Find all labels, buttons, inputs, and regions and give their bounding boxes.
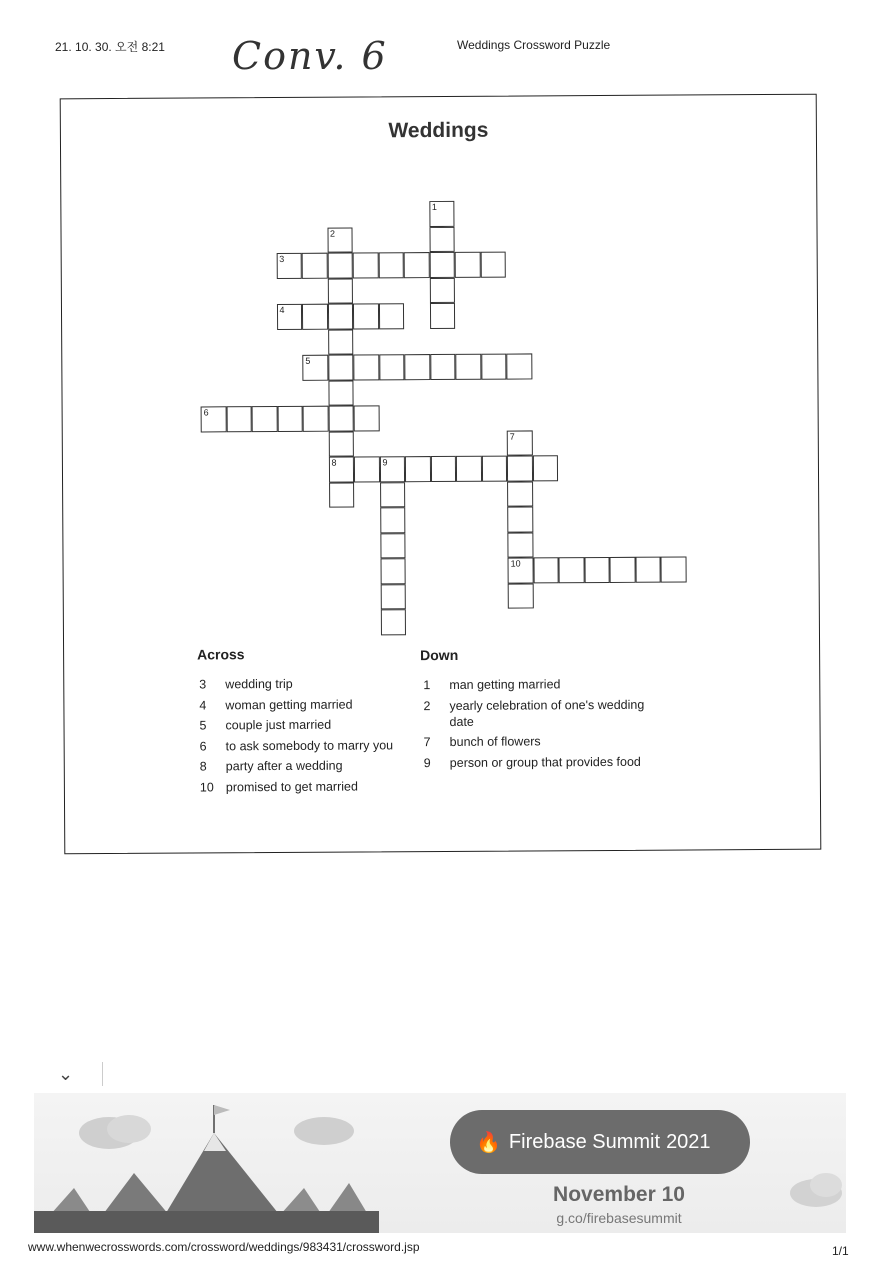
grid-cell[interactable] — [353, 303, 379, 329]
grid-cell[interactable] — [328, 380, 354, 406]
grid-cell[interactable] — [455, 354, 481, 380]
down-clue — [424, 733, 664, 750]
across-clue-list — [199, 675, 400, 799]
grid-cell[interactable] — [328, 329, 354, 355]
grid-cell[interactable] — [327, 227, 353, 253]
grid-cell[interactable] — [429, 252, 455, 278]
grid-cell[interactable] — [380, 533, 406, 559]
clue-text: wedding trip — [225, 676, 293, 692]
clue-num: 5 — [199, 718, 207, 733]
grid-cell[interactable] — [302, 355, 328, 381]
grid-cell[interactable] — [405, 456, 431, 482]
grid-cell[interactable] — [507, 455, 533, 481]
grid-cell[interactable] — [379, 354, 405, 380]
grid-cell[interactable] — [329, 482, 355, 508]
across-clue — [200, 757, 400, 774]
grid-cell[interactable] — [507, 506, 533, 532]
footer-url: www.whenwecrosswords.com/crossword/weddings/983431/crossword.jsp — [28, 1240, 420, 1254]
grid-cell[interactable] — [430, 354, 456, 380]
clue-text: yearly celebration of one's wedding date — [449, 697, 645, 729]
grid-cell[interactable] — [532, 455, 558, 481]
clue-number: 7 — [509, 431, 515, 442]
page-number: 1/1 — [832, 1244, 849, 1258]
ad-banner[interactable] — [34, 1093, 846, 1233]
grid-cell[interactable] — [303, 406, 329, 432]
brand-name: Firebase Summit — [508, 1130, 661, 1153]
clue-text: to ask somebody to marry you — [225, 737, 394, 753]
across-clue — [199, 716, 399, 733]
grid-cell[interactable] — [456, 456, 482, 482]
clue-text: couple just married — [225, 717, 332, 733]
clue-number: 8 — [331, 457, 337, 468]
grid-cell[interactable] — [507, 430, 533, 456]
grid-cell[interactable] — [507, 481, 533, 507]
clue-text: woman getting married — [225, 697, 353, 712]
down-heading: Down — [420, 646, 459, 664]
grid-cell[interactable] — [429, 201, 455, 227]
grid-cell[interactable] — [429, 277, 455, 303]
grid-cell[interactable] — [328, 431, 354, 457]
clue-number: 4 — [279, 304, 285, 315]
clue-num: 7 — [423, 735, 431, 750]
grid-cell[interactable] — [533, 557, 559, 583]
clue-text: bunch of flowers — [449, 734, 541, 749]
grid-cell[interactable] — [379, 456, 405, 482]
clue-num: 8 — [199, 759, 207, 774]
clue-number: 1 — [431, 202, 437, 213]
grid-cell[interactable] — [353, 252, 379, 278]
grid-cell[interactable] — [508, 557, 534, 583]
clue-number: 2 — [329, 228, 336, 239]
grid-cell[interactable] — [328, 457, 354, 483]
down-clue — [424, 753, 664, 770]
grid-cell[interactable] — [327, 253, 353, 279]
grid-cell[interactable] — [455, 252, 481, 278]
grid-cell[interactable] — [380, 584, 406, 610]
clue-num: 6 — [199, 738, 207, 753]
across-clue — [199, 696, 399, 713]
clue-num: 3 — [199, 677, 207, 692]
clue-text: man getting married — [449, 677, 561, 692]
grid-cell[interactable] — [429, 303, 455, 329]
cloud-icon — [782, 1163, 846, 1213]
grid-cell[interactable] — [378, 303, 404, 329]
clue-num: 10 — [199, 779, 214, 794]
clue-number: 3 — [279, 253, 285, 264]
puzzle-frame — [60, 94, 822, 855]
clue-text: promised to get married — [225, 779, 358, 794]
grid-cell[interactable] — [508, 583, 534, 609]
clue-number: 6 — [203, 407, 209, 418]
grid-cell[interactable] — [480, 252, 506, 278]
grid-cell[interactable] — [201, 406, 227, 432]
down-clue — [423, 696, 663, 729]
clue-num: 1 — [423, 678, 431, 693]
grid-cell[interactable] — [380, 507, 406, 533]
grid-cell[interactable] — [378, 252, 404, 278]
grid-cell[interactable] — [610, 557, 636, 583]
grid-cell[interactable] — [380, 609, 406, 635]
brand-year: 2021 — [666, 1130, 711, 1153]
grid-cell[interactable] — [404, 354, 430, 380]
brand-pill — [450, 1110, 750, 1174]
grid-cell[interactable] — [302, 253, 328, 279]
grid-cell[interactable] — [506, 353, 532, 379]
grid-cell[interactable] — [559, 557, 585, 583]
clue-text: party after a wedding — [225, 758, 343, 774]
firebase-icon: 🔥 — [476, 1131, 501, 1154]
grid-cell[interactable] — [276, 304, 302, 330]
grid-cell[interactable] — [481, 354, 507, 380]
across-clue — [200, 737, 400, 754]
across-clue — [200, 778, 400, 795]
puzzle-title: Weddings — [388, 118, 489, 143]
handwritten-note: Conv. 6 — [232, 34, 388, 78]
chevron-down-icon[interactable]: ⌄ — [58, 1064, 74, 1084]
clue-number: 10 — [510, 558, 521, 569]
grid-cell[interactable] — [328, 355, 354, 381]
clue-num: 4 — [199, 697, 207, 712]
grid-cell[interactable] — [584, 557, 610, 583]
grid-cell[interactable] — [277, 406, 303, 432]
grid-cell[interactable] — [226, 406, 252, 432]
grid-cell[interactable] — [429, 226, 455, 252]
event-url[interactable]: g.co/firebasesummit — [556, 1210, 682, 1226]
clue-num: 2 — [423, 698, 431, 713]
grid-cell[interactable] — [276, 253, 302, 279]
grid-cell[interactable] — [354, 456, 380, 482]
print-timestamp: 21. 10. 30. 오전 8:21 — [55, 40, 165, 54]
grid-cell[interactable] — [481, 456, 507, 482]
across-heading: Across — [197, 646, 245, 663]
grid-cell[interactable] — [661, 557, 687, 583]
grid-cell[interactable] — [404, 252, 430, 278]
grid-cell[interactable] — [252, 406, 278, 432]
grid-cell[interactable] — [507, 532, 533, 558]
grid-cell[interactable] — [380, 558, 406, 584]
grid-cell[interactable] — [327, 278, 353, 304]
grid-cell[interactable] — [353, 354, 379, 380]
grid-cell[interactable] — [302, 304, 328, 330]
document-title: Weddings Crossword Puzzle — [457, 38, 611, 52]
clue-text: person or group that provides food — [449, 754, 641, 770]
grid-cell[interactable] — [354, 405, 380, 431]
down-clue — [423, 676, 663, 693]
mountains-illustration — [34, 1093, 454, 1233]
down-clue-list — [423, 676, 664, 775]
grid-cell[interactable] — [635, 557, 661, 583]
clue-number: 9 — [382, 457, 388, 468]
grid-cell[interactable] — [328, 406, 354, 432]
clue-num: 9 — [423, 755, 431, 770]
across-clue — [199, 675, 399, 692]
grid-cell[interactable] — [380, 482, 406, 508]
grid-cell[interactable] — [430, 456, 456, 482]
clue-number: 5 — [305, 355, 311, 366]
divider — [102, 1062, 103, 1086]
event-date: November 10 — [553, 1183, 685, 1206]
grid-cell[interactable] — [327, 304, 353, 330]
